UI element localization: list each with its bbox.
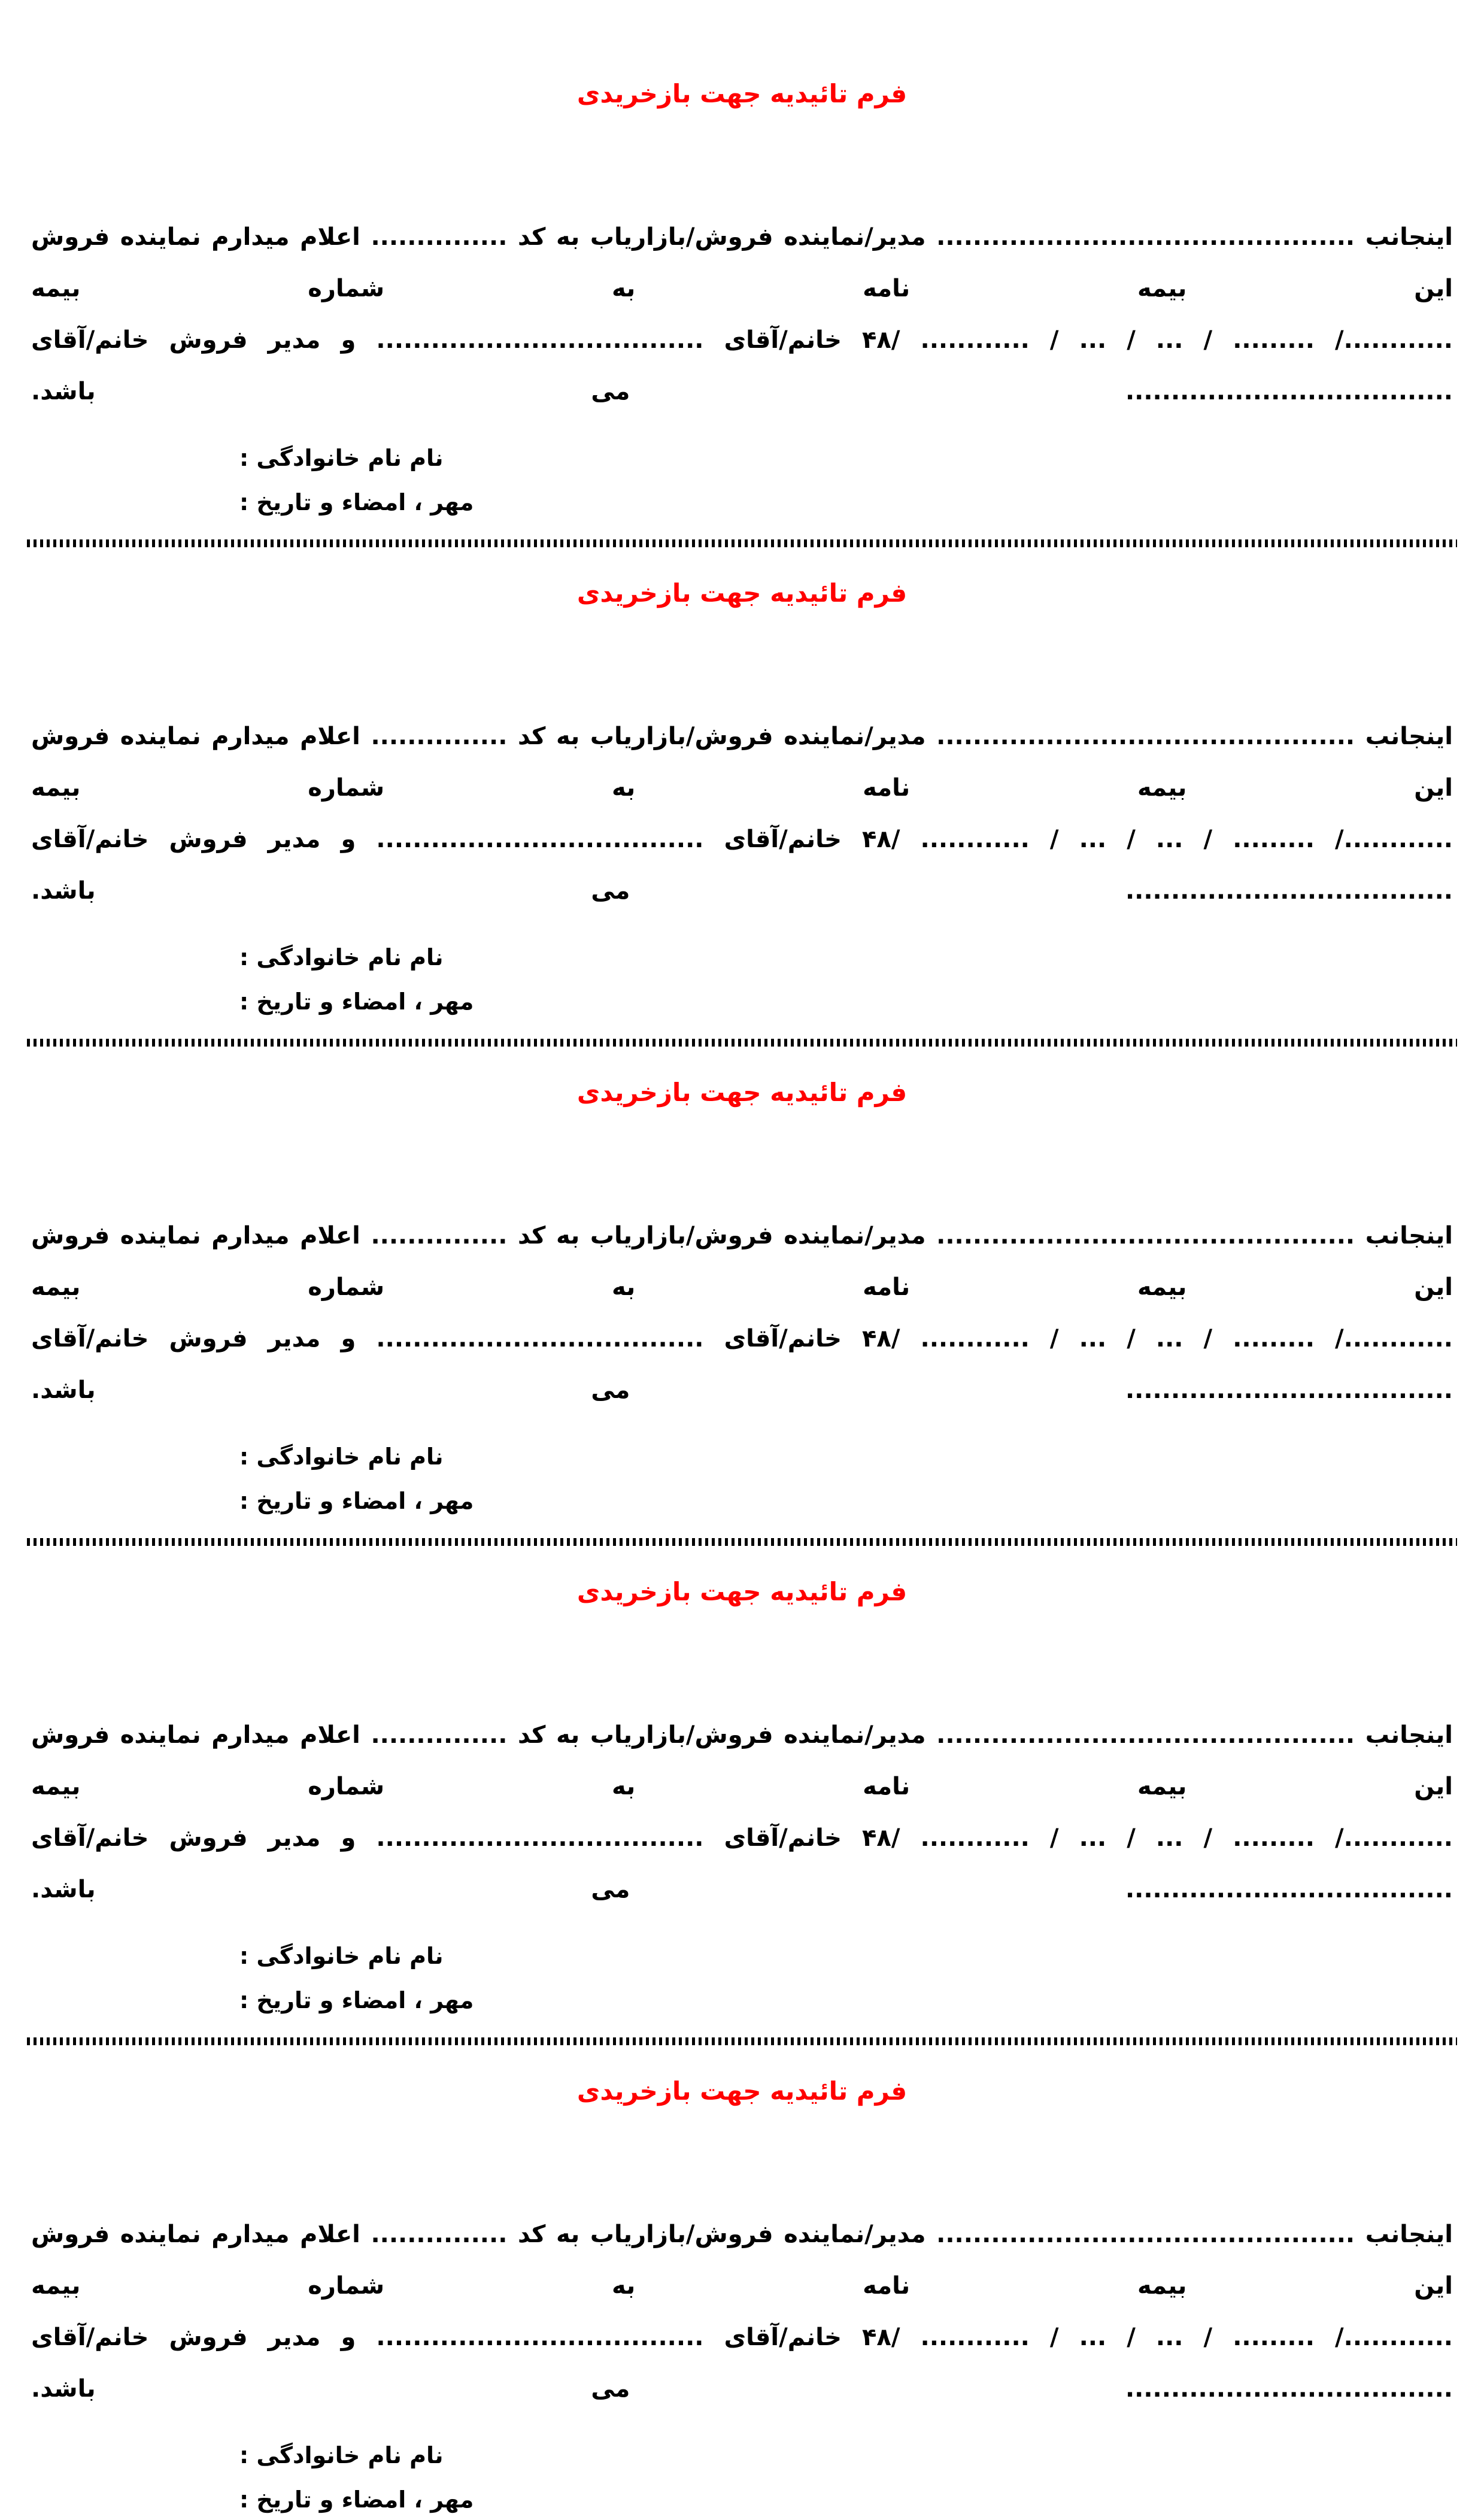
form-sections — [0, 77, 1484, 2514]
fullname-label: نام نام خانوادگی : — [239, 445, 444, 471]
form-title: فرم تائیدیه جهت بازخریدی — [576, 2076, 908, 2106]
stamp-signature-date-label: مهر ، امضاء و تاریخ : — [239, 489, 474, 515]
repurchase-confirmation-form — [0, 1575, 1484, 2015]
form-body-line-2: ............/ ......... / ... / ... / ............ /۴۸ خانم/آقای .................................... و مدیر فروش خانم/آقای .................................... می باشد. — [31, 826, 1453, 905]
form-body-line-1: اینجانب .............................................. مدیر/نماینده فروش/بازاریاب به کد ............... اعلام میدارم نماینده فروش این بیمه نامه به شماره بیمه — [31, 223, 1453, 302]
signature-block — [239, 2441, 474, 2514]
form-title: فرم تائیدیه جهت بازخریدی — [576, 79, 908, 108]
form-body-line-2: ............/ ......... / ... / ... / ............ /۴۸ خانم/آقای .................................... و مدیر فروش خانم/آقای .................................... می باشد. — [31, 1325, 1453, 1404]
fullname-label: نام نام خانوادگی : — [239, 2442, 444, 2468]
dotted-separator-line — [27, 1039, 1457, 1047]
dotted-separator-line — [27, 539, 1457, 547]
dotted-separator-line — [27, 1538, 1457, 1546]
form-body-line-1: اینجانب .............................................. مدیر/نماینده فروش/بازاریاب به کد ............... اعلام میدارم نماینده فروش این بیمه نامه به شماره بیمه — [31, 1721, 1453, 1800]
form-body-line-2: ............/ ......... / ... / ... / ............ /۴۸ خانم/آقای .................................... و مدیر فروش خانم/آقای .................................... می باشد. — [31, 1824, 1453, 1903]
signature-block — [239, 1942, 474, 2015]
stamp-signature-date-label: مهر ، امضاء و تاریخ : — [239, 1987, 474, 2013]
stamp-signature-date-label: مهر ، امضاء و تاریخ : — [239, 1488, 474, 1514]
fullname-label: نام نام خانوادگی : — [239, 1443, 444, 1470]
repurchase-confirmation-form — [0, 77, 1484, 517]
form-body-line-2: ............/ ......... / ... / ... / ............ /۴۸ خانم/آقای .................................... و مدیر فروش خانم/آقای .................................... می باشد. — [31, 2324, 1453, 2403]
signature-block — [239, 1442, 474, 1515]
repurchase-confirmation-form — [0, 2074, 1484, 2514]
form-body-line-1: اینجانب .............................................. مدیر/نماینده فروش/بازاریاب به کد ............... اعلام میدارم نماینده فروش این بیمه نامه به شماره بیمه — [31, 1222, 1453, 1301]
form-body-line-1: اینجانب .............................................. مدیر/نماینده فروش/بازاریاب به کد ............... اعلام میدارم نماینده فروش این بیمه نامه به شماره بیمه — [31, 2221, 1453, 2300]
dotted-separator-line — [27, 2037, 1457, 2045]
fullname-label: نام نام خانوادگی : — [239, 944, 444, 971]
stamp-signature-date-label: مهر ، امضاء و تاریخ : — [239, 2486, 474, 2513]
form-title: فرم تائیدیه جهت بازخریدی — [576, 1078, 908, 1107]
stamp-signature-date-label: مهر ، امضاء و تاریخ : — [239, 988, 474, 1015]
form-body-line-1: اینجانب .............................................. مدیر/نماینده فروش/بازاریاب به کد ............... اعلام میدارم نماینده فروش این بیمه نامه به شماره بیمه — [31, 723, 1453, 802]
signature-block — [239, 943, 474, 1016]
form-body-line-2: ............/ ......... / ... / ... / ............ /۴۸ خانم/آقای .................................... و مدیر فروش خانم/آقای .................................... می باشد. — [31, 326, 1453, 405]
repurchase-confirmation-form — [0, 576, 1484, 1016]
fullname-label: نام نام خانوادگی : — [239, 1943, 444, 1969]
repurchase-confirmation-form — [0, 1075, 1484, 1515]
form-title: فرم تائیدیه جهت بازخریدی — [576, 1577, 908, 1606]
signature-block — [239, 444, 474, 517]
form-title: فرم تائیدیه جهت بازخریدی — [576, 578, 908, 608]
